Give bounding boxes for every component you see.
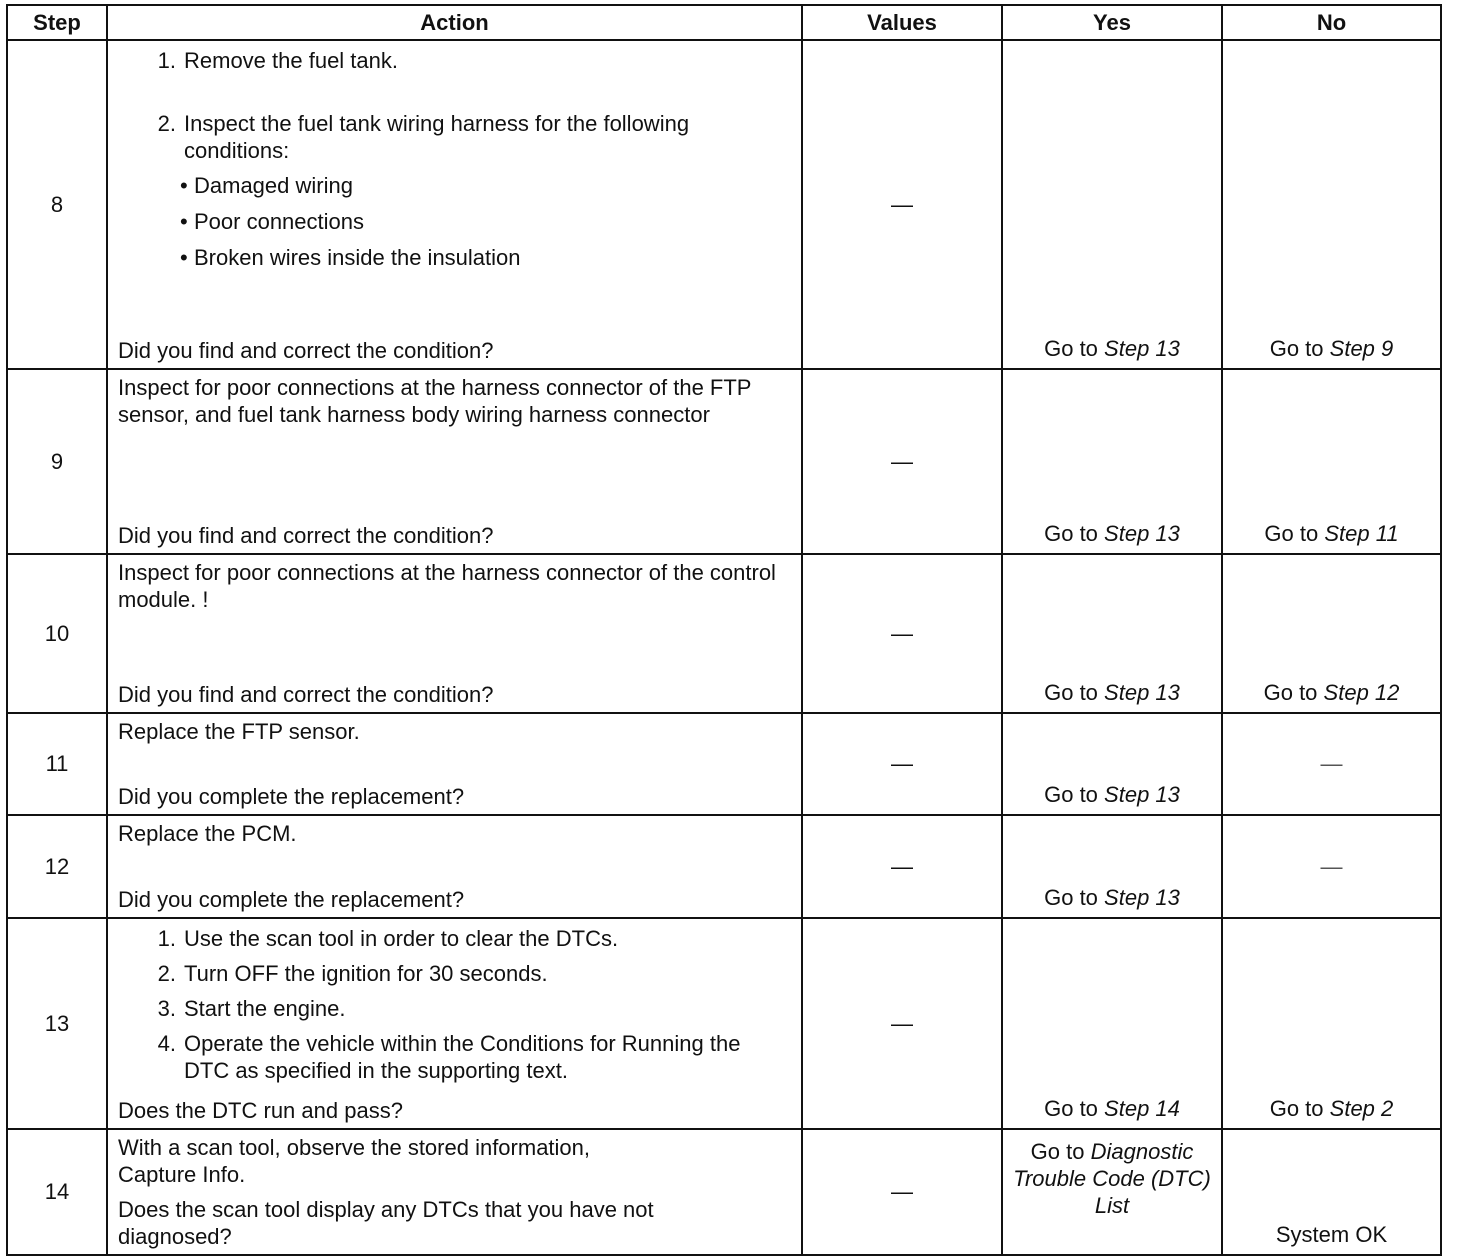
action-cell bbox=[107, 40, 802, 369]
list-item: 2. Turn OFF the ignition for 30 seconds. bbox=[157, 961, 548, 986]
yes-cell: Go to Step 13 bbox=[1002, 554, 1222, 713]
question: Did you complete the replacement? bbox=[118, 887, 465, 912]
step-link: Step 13 bbox=[1104, 885, 1180, 910]
action-cell bbox=[107, 713, 802, 815]
list-item: • Poor connections bbox=[118, 204, 787, 240]
values-cell: — bbox=[802, 40, 1002, 369]
diagnostic-table bbox=[6, 4, 1442, 1256]
values-cell: — bbox=[802, 713, 1002, 815]
no-cell: System OK bbox=[1222, 1129, 1441, 1255]
yes-cell: Go to Step 13 bbox=[1002, 713, 1222, 815]
question: Does the scan tool display any DTCs that you have not diagnosed? bbox=[118, 1197, 654, 1249]
step-number: 13 bbox=[7, 918, 107, 1129]
table-row bbox=[7, 713, 1441, 815]
step-link: Step 12 bbox=[1323, 680, 1400, 705]
table-row bbox=[7, 554, 1441, 713]
header-step: Step bbox=[7, 5, 107, 40]
question: Did you find and correct the condition? bbox=[118, 523, 494, 548]
yes-cell: Go to Step 14 bbox=[1002, 918, 1222, 1129]
yes-cell: Go to Step 13 bbox=[1002, 40, 1222, 369]
step-link: Step 2 bbox=[1329, 1096, 1394, 1121]
values-cell: — bbox=[802, 369, 1002, 554]
header-action: Action bbox=[107, 5, 802, 40]
no-cell: — bbox=[1222, 713, 1441, 815]
yes-cell: Go to Diagnostic Trouble Code (DTC) List bbox=[1002, 1129, 1222, 1255]
yes-cell: Go to Step 13 bbox=[1002, 815, 1222, 918]
values-cell: — bbox=[802, 1129, 1002, 1255]
header-row bbox=[7, 5, 1441, 40]
no-cell: Go to Step 11 bbox=[1222, 369, 1441, 554]
step-number: 12 bbox=[7, 815, 107, 918]
question: Did you find and correct the condition? bbox=[118, 338, 494, 363]
action-text: With a scan tool, observe the stored information, Capture Info. bbox=[118, 1135, 591, 1187]
action-cell bbox=[107, 815, 802, 918]
table-row bbox=[7, 369, 1441, 554]
step-number: 8 bbox=[7, 40, 107, 369]
table-row bbox=[7, 40, 1441, 369]
step-number: 10 bbox=[7, 554, 107, 713]
step-link: Step 9 bbox=[1329, 336, 1394, 361]
step-link: Step 13 bbox=[1104, 336, 1180, 361]
values-cell: — bbox=[802, 815, 1002, 918]
table-row bbox=[7, 918, 1441, 1129]
step-link: Step 13 bbox=[1104, 782, 1180, 807]
table-row bbox=[7, 815, 1441, 918]
question: Did you complete the replacement? bbox=[118, 784, 465, 809]
no-cell: Go to Step 2 bbox=[1222, 918, 1441, 1129]
values-cell: — bbox=[802, 554, 1002, 713]
step-number: 14 bbox=[7, 1129, 107, 1255]
list-item: 3. Start the engine. bbox=[157, 996, 346, 1021]
action-text: Replace the FTP sensor. bbox=[118, 719, 360, 744]
no-cell: Go to Step 9 bbox=[1222, 40, 1441, 369]
action-cell bbox=[107, 554, 802, 713]
step-number: 11 bbox=[7, 713, 107, 815]
list-item: 4. Operate the vehicle within the Conditions for Running the DTC as specified in the supporting text. bbox=[157, 1031, 741, 1083]
no-cell: — bbox=[1222, 815, 1441, 918]
values-cell: — bbox=[802, 918, 1002, 1129]
question: Did you find and correct the condition? bbox=[118, 682, 494, 707]
list-item: 1. Remove the fuel tank. bbox=[157, 48, 399, 73]
step-number: 9 bbox=[7, 369, 107, 554]
yes-cell: Go to Step 13 bbox=[1002, 369, 1222, 554]
step-link: Step 14 bbox=[1104, 1096, 1180, 1121]
table-row bbox=[7, 1129, 1441, 1255]
header-yes: Yes bbox=[1002, 5, 1222, 40]
step-link: Step 13 bbox=[1104, 521, 1180, 546]
list-item: 1. Use the scan tool in order to clear the DTCs. bbox=[157, 926, 619, 951]
list-item: • Damaged wiring bbox=[118, 168, 787, 204]
action-text: Inspect for poor connections at the harness connector of the FTP sensor, and fuel tank harness body wiring harness connector bbox=[118, 375, 752, 427]
step-link: Step 11 bbox=[1324, 521, 1399, 546]
list-item: • Broken wires inside the insulation bbox=[118, 240, 787, 276]
action-text: Replace the PCM. bbox=[118, 821, 297, 846]
action-cell bbox=[107, 369, 802, 554]
no-cell: Go to Step 12 bbox=[1222, 554, 1441, 713]
action-cell bbox=[107, 1129, 802, 1255]
action-cell bbox=[107, 918, 802, 1129]
header-no: No bbox=[1222, 5, 1441, 40]
step-link: Step 13 bbox=[1104, 680, 1180, 705]
list-item: 2. Inspect the fuel tank wiring harness for the following conditions: bbox=[157, 111, 690, 163]
dtc-list-link: Diagnostic Trouble Code (DTC) List bbox=[1013, 1139, 1211, 1218]
header-values: Values bbox=[802, 5, 1002, 40]
question: Does the DTC run and pass? bbox=[118, 1098, 403, 1123]
action-text: Inspect for poor connections at the harness connector of the control module. ! bbox=[118, 560, 776, 612]
